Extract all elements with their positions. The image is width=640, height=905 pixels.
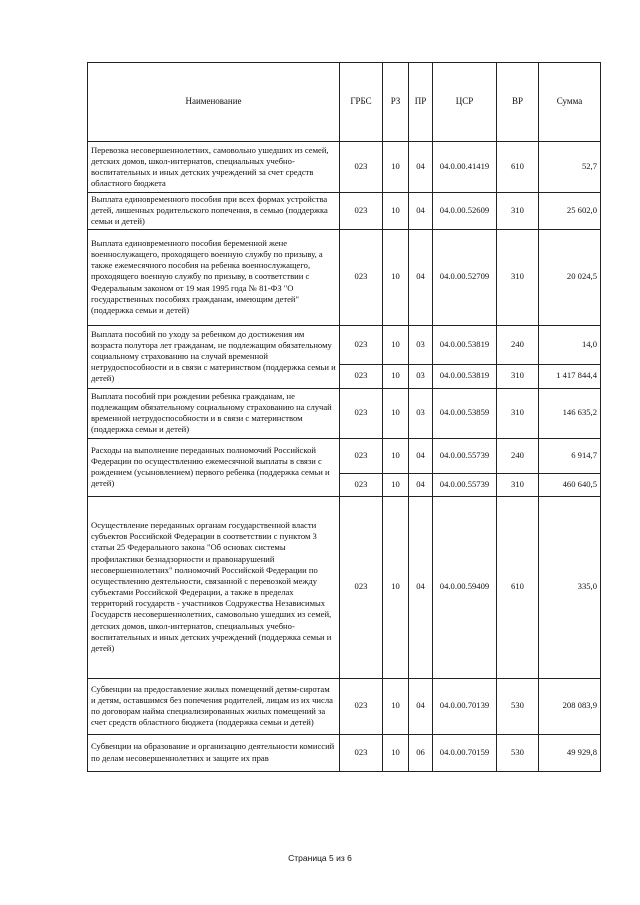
cell-csr: 04.0.00.59409 — [433, 496, 497, 678]
cell-rz: 10 — [383, 473, 409, 496]
table-row — [88, 325, 601, 364]
cell-csr: 04.0.00.52709 — [433, 229, 497, 325]
cell-vr: 240 — [497, 325, 539, 364]
cell-rz: 10 — [383, 496, 409, 678]
cell-sum: 1 417 844,4 — [539, 364, 601, 388]
cell-vr: 310 — [497, 364, 539, 388]
cell-rz: 10 — [383, 193, 409, 230]
cell-pr: 03 — [409, 388, 433, 438]
cell-csr: 04.0.00.55739 — [433, 438, 497, 473]
cell-grbs: 023 — [340, 496, 383, 678]
cell-rz: 10 — [383, 142, 409, 193]
table-row — [88, 678, 601, 734]
expense-name: Субвенции на предоставление жилых помещений детям-сиротам и детям, оставшимся без попечения родителей, лицам из их числа по договорам найма специализированных жилых помещений за счет средств областного бюджета (поддержка семьи и детей) — [88, 678, 340, 734]
cell-vr: 610 — [497, 142, 539, 193]
cell-csr: 04.0.00.70139 — [433, 678, 497, 734]
cell-rz: 10 — [383, 229, 409, 325]
table-row — [88, 496, 601, 678]
cell-grbs: 023 — [340, 678, 383, 734]
cell-grbs: 023 — [340, 142, 383, 193]
cell-csr: 04.0.00.41419 — [433, 142, 497, 193]
cell-vr: 610 — [497, 496, 539, 678]
cell-sum: 6 914,7 — [539, 438, 601, 473]
table-row — [88, 229, 601, 325]
expense-name: Выплата единовременного пособия беременной жене военнослужащего, проходящего военную службу по призыву, а также ежемесячного пособия на ребенка военнослужащего, проходящего военную службу по призыву, в соответствии с Федеральным законом от 19 мая 1995 года № 81-ФЗ "О государственных пособиях гражданам, имеющим детей" (поддержка семьи и детей) — [88, 229, 340, 325]
cell-vr: 310 — [497, 229, 539, 325]
cell-grbs: 023 — [340, 193, 383, 230]
cell-vr: 310 — [497, 388, 539, 438]
header-vr: ВР — [497, 63, 539, 142]
cell-vr: 310 — [497, 473, 539, 496]
header-sum: Сумма — [539, 63, 601, 142]
cell-pr: 04 — [409, 473, 433, 496]
expense-name: Перевозка несовершеннолетних, самовольно ушедших из семей, детских домов, школ-интернатов, специальных учебно-воспитательных и иных детских учреждений за счет средств областного бюджета — [88, 142, 340, 193]
cell-pr: 03 — [409, 325, 433, 364]
cell-sum: 335,0 — [539, 496, 601, 678]
cell-pr: 03 — [409, 364, 433, 388]
cell-vr: 530 — [497, 678, 539, 734]
table-row — [88, 734, 601, 771]
cell-grbs: 023 — [340, 229, 383, 325]
expense-name: Выплата пособий по уходу за ребенком до достижения им возраста полутора лет гражданам, не подлежащим обязательному социальному страхованию на случай временной нетрудоспособности и в связи с материнством (поддержка семьи и детей) — [88, 325, 340, 388]
cell-csr: 04.0.00.53819 — [433, 325, 497, 364]
cell-grbs: 023 — [340, 734, 383, 771]
header-rz: РЗ — [383, 63, 409, 142]
cell-csr: 04.0.00.70159 — [433, 734, 497, 771]
cell-rz: 10 — [383, 678, 409, 734]
cell-sum: 146 635,2 — [539, 388, 601, 438]
cell-grbs: 023 — [340, 364, 383, 388]
page-number: Страница 5 из 6 — [288, 853, 352, 863]
cell-pr: 04 — [409, 496, 433, 678]
cell-csr: 04.0.00.55739 — [433, 473, 497, 496]
cell-sum: 49 929,8 — [539, 734, 601, 771]
cell-sum: 25 602,0 — [539, 193, 601, 230]
cell-rz: 10 — [383, 325, 409, 364]
cell-pr: 04 — [409, 193, 433, 230]
cell-grbs: 023 — [340, 325, 383, 364]
cell-pr: 04 — [409, 142, 433, 193]
cell-csr: 04.0.00.53859 — [433, 388, 497, 438]
cell-sum: 14,0 — [539, 325, 601, 364]
cell-sum: 460 640,5 — [539, 473, 601, 496]
header-pr: ПР — [409, 63, 433, 142]
table-row — [88, 388, 601, 438]
cell-rz: 10 — [383, 388, 409, 438]
cell-csr: 04.0.00.53819 — [433, 364, 497, 388]
cell-rz: 10 — [383, 364, 409, 388]
expense-name: Осуществление переданных органам государственной власти субъектов Российской Федерации в соответствии с пунктом 3 статьи 25 Федерального закона "Об основах системы профилактики безнадзорности и правонарушений несовершеннолетних" полномочий Российской Федерации по осуществлению деятельности, связанной с перевозкой между субъектами Российской Федерации, а также в пределах территорий государств - участников Содружества Независимых Государств несовершеннолетних, самовольно ушедших из семей, детских домов, школ-интернатов, специальных учебно-воспитательных и иных детских учреждений (поддержка семьи и детей) — [88, 496, 340, 678]
cell-vr: 310 — [497, 193, 539, 230]
cell-vr: 530 — [497, 734, 539, 771]
cell-sum: 52,7 — [539, 142, 601, 193]
cell-pr: 04 — [409, 229, 433, 325]
cell-pr: 04 — [409, 678, 433, 734]
table-row — [88, 193, 601, 230]
expense-name: Выплата единовременного пособия при всех формах устройства детей, лишенных родительского попечения, в семью (поддержка семьи и детей) — [88, 193, 340, 230]
table-row — [88, 142, 601, 193]
table-row — [88, 438, 601, 473]
cell-rz: 10 — [383, 438, 409, 473]
expense-name: Выплата пособий при рождении ребенка гражданам, не подлежащим обязательному социальному страхованию на случай временной нетрудоспособности и в связи с материнством (поддержка семьи и детей) — [88, 388, 340, 438]
table-header-row — [88, 63, 601, 142]
header-name: Наименование — [88, 63, 340, 142]
cell-csr: 04.0.00.52609 — [433, 193, 497, 230]
cell-grbs: 023 — [340, 388, 383, 438]
header-grbs: ГРБС — [340, 63, 383, 142]
cell-vr: 240 — [497, 438, 539, 473]
cell-pr: 04 — [409, 438, 433, 473]
expense-name: Субвенции на образование и организацию деятельности комиссий по делам несовершеннолетних и защите их прав — [88, 734, 340, 771]
cell-sum: 208 083,9 — [539, 678, 601, 734]
header-csr: ЦСР — [433, 63, 497, 142]
budget-table — [87, 62, 601, 772]
table-body — [88, 142, 601, 772]
expense-name: Расходы на выполнение переданных полномочий Российской Федерации по осуществлению ежемесячной выплаты в связи с рождением (усыновлением) первого ребенка (поддержка семьи и детей) — [88, 438, 340, 496]
cell-sum: 20 024,5 — [539, 229, 601, 325]
cell-pr: 06 — [409, 734, 433, 771]
cell-grbs: 023 — [340, 473, 383, 496]
cell-grbs: 023 — [340, 438, 383, 473]
cell-rz: 10 — [383, 734, 409, 771]
